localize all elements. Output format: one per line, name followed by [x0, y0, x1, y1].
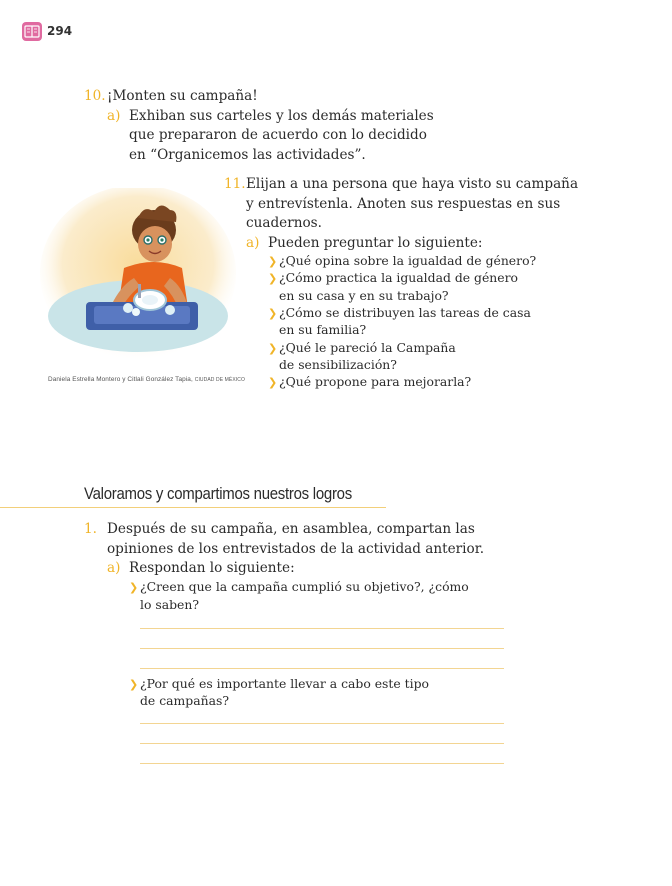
reflection-question-1-cont: lo saben?: [140, 597, 199, 612]
activity-1-a-letter: a): [107, 560, 121, 576]
answer-line[interactable]: [140, 648, 504, 649]
interview-question-cont: de sensibilización?: [279, 357, 397, 372]
activity-11-line: y entrevístenla. Anoten sus respuestas en sus: [246, 196, 561, 212]
activity-11-number: 11.: [224, 176, 246, 192]
activity-11-a-text: Pueden preguntar lo siguiente:: [268, 235, 483, 251]
activity-10-a-letter: a): [107, 108, 121, 124]
activity-10-a-line: que prepararon de acuerdo con lo decidido: [129, 127, 427, 143]
activity-10-a-line: Exhiban sus carteles y los demás materiales: [129, 108, 434, 124]
illustration-credit-names: Daniela Estrella Montero y Citlali González Tapia,: [48, 376, 193, 383]
bullet-icon: ❯: [129, 581, 139, 594]
reflection-question-2: ¿Por qué es importante llevar a cabo este tipo: [140, 676, 430, 691]
activity-11-a-letter: a): [246, 235, 260, 251]
answer-line[interactable]: [140, 628, 504, 629]
illustration-credit-place: CIUDAD DE MÉXICO: [194, 377, 245, 383]
interview-question-cont: en su casa y en su trabajo?: [279, 288, 449, 303]
section-title: Valoramos y compartimos nuestros logros: [84, 484, 352, 503]
illustration-child-washing-dishes: [38, 188, 238, 368]
interview-question: ¿Qué le pareció la Campaña: [279, 340, 456, 355]
bullet-icon: ❯: [129, 678, 139, 691]
activity-10-title: ¡Monten su campaña!: [107, 88, 258, 104]
activity-1-line: opiniones de los entrevistados de la actividad anterior.: [107, 541, 485, 557]
bullet-icon: ❯: [268, 342, 278, 355]
activity-10-a-line: en “Organicemos las actividades”.: [129, 147, 366, 163]
illustration-credit: [48, 376, 245, 383]
answer-line[interactable]: [140, 763, 504, 764]
bullet-icon: ❯: [268, 307, 278, 320]
interview-question: ¿Cómo practica la igualdad de género: [279, 270, 518, 285]
bullet-icon: ❯: [268, 272, 278, 285]
interview-question: ¿Cómo se distribuyen las tareas de casa: [279, 305, 531, 320]
answer-line[interactable]: [140, 743, 504, 744]
bullet-icon: ❯: [268, 376, 278, 389]
activity-1-line: Después de su campaña, en asamblea, compartan las: [107, 521, 475, 537]
activity-11-line: cuadernos.: [246, 215, 322, 231]
interview-question: ¿Qué opina sobre la igualdad de género?: [279, 253, 537, 268]
activity-1-a-text: Respondan lo siguiente:: [129, 560, 295, 576]
reflection-question-2-cont: de campañas?: [140, 693, 229, 708]
answer-line[interactable]: [140, 723, 504, 724]
activity-1-number: 1.: [84, 521, 97, 537]
activity-10-number: 10.: [84, 88, 106, 104]
section-divider: [0, 507, 386, 508]
page-number: 294: [47, 24, 73, 38]
answer-line[interactable]: [140, 668, 504, 669]
bullet-icon: ❯: [268, 255, 278, 268]
interview-question: ¿Qué propone para mejorarla?: [279, 374, 472, 389]
reflection-question-1: ¿Creen que la campaña cumplió su objetivo?, ¿cómo: [140, 579, 469, 594]
activity-11-line: Elijan a una persona que haya visto su campaña: [246, 176, 579, 192]
book-icon: [22, 22, 42, 41]
interview-question-cont: en su familia?: [279, 322, 367, 337]
